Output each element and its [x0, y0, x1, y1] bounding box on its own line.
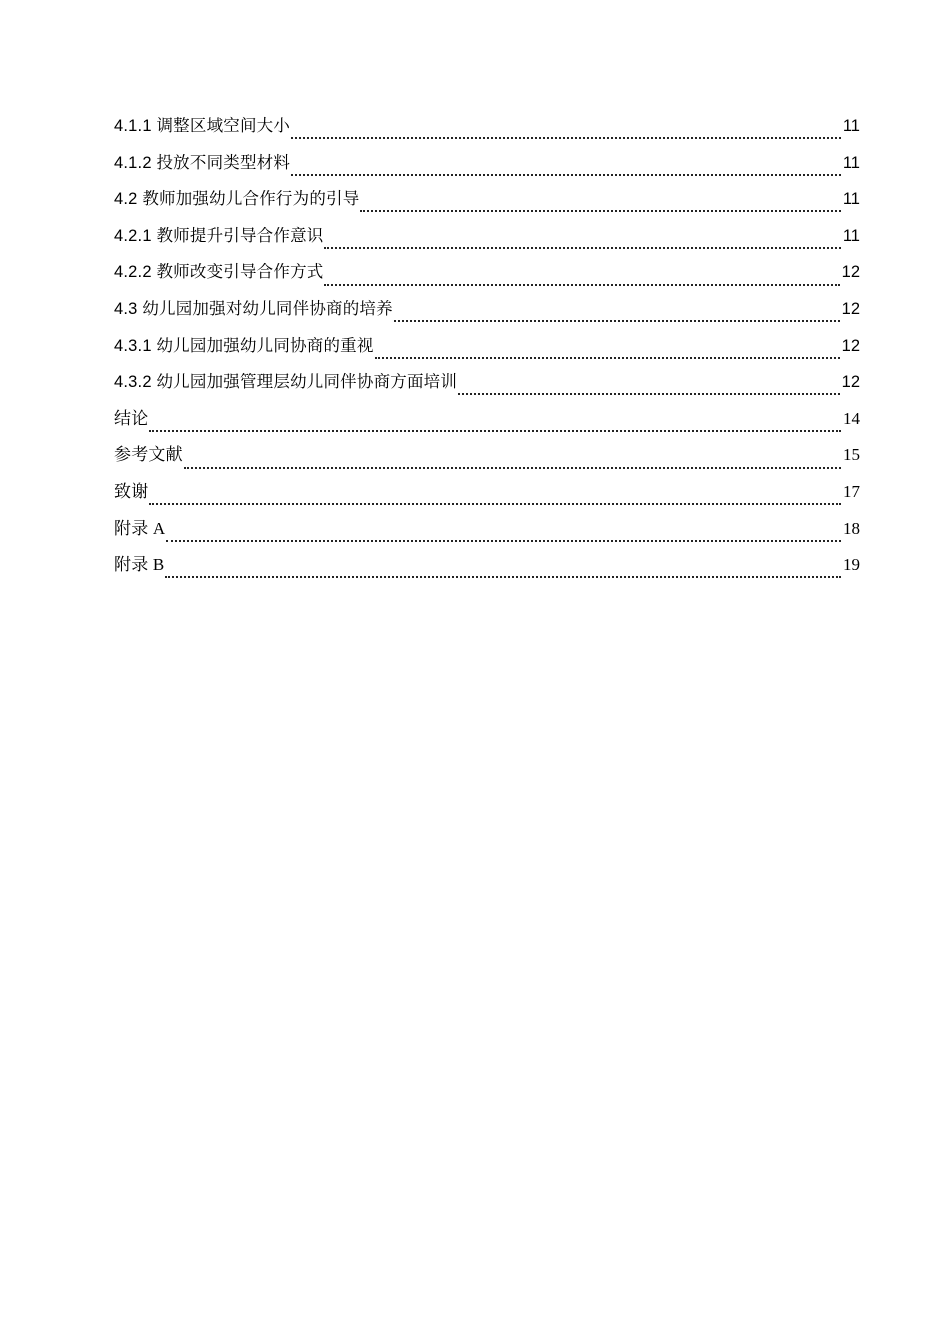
dot-leader	[184, 463, 841, 469]
toc-entry-title: 4.1.2 投放不同类型材料	[114, 153, 291, 172]
toc-entry-title: 附录 B	[114, 555, 165, 575]
toc-entry-page-number: 14	[843, 408, 860, 428]
toc-entry-appendix-b[interactable]	[114, 553, 860, 590]
toc-entry-page-number: 12	[841, 299, 860, 318]
dot-leader	[360, 206, 840, 212]
toc-entry-page-number: 17	[843, 481, 860, 501]
dot-leader	[394, 316, 840, 322]
dot-leader	[324, 243, 840, 249]
dot-leader	[149, 426, 841, 432]
toc-entry-acknowledgements[interactable]	[114, 480, 860, 517]
toc-entry-title: 4.2.1 教师提升引导合作意识	[114, 226, 324, 245]
toc-entry-title: 4.3.1 幼儿园加强幼儿同协商的重视	[114, 336, 374, 355]
table-of-contents	[114, 114, 860, 590]
toc-entry-page-number: 12	[841, 263, 860, 282]
toc-entry-4-3-1[interactable]	[114, 334, 860, 371]
dot-leader	[165, 572, 841, 578]
toc-entry-page-number: 11	[842, 153, 860, 172]
toc-entry-page-number: 18	[843, 518, 860, 538]
toc-entry-title: 附录 A	[114, 518, 166, 538]
toc-entry-title: 4.2 教师加强幼儿合作行为的引导	[114, 190, 360, 209]
toc-entry-title: 4.1.1 调整区域空间大小	[114, 117, 291, 135]
dot-leader	[458, 389, 840, 395]
toc-entry-page-number: 19	[843, 555, 860, 575]
toc-entry-page-number: 11	[842, 117, 860, 135]
dot-leader	[375, 353, 840, 359]
toc-entry-references[interactable]	[114, 443, 860, 480]
toc-entry-title: 4.3.2 幼儿园加强管理层幼儿同伴协商方面培训	[114, 373, 458, 392]
toc-entry-4-1-2[interactable]	[114, 151, 860, 188]
toc-entry-page-number: 15	[843, 445, 860, 465]
dot-leader	[291, 133, 841, 139]
toc-entry-title: 4.2.2 教师改变引导合作方式	[114, 263, 324, 282]
toc-entry-page-number: 12	[841, 336, 860, 355]
toc-entry-4-1-1[interactable]	[114, 114, 860, 151]
toc-entry-page-number: 11	[842, 226, 860, 245]
toc-entry-title: 结论	[114, 408, 149, 428]
dot-leader	[291, 170, 841, 176]
toc-entry-4-3-2[interactable]	[114, 370, 860, 407]
toc-entry-4-3[interactable]	[114, 297, 860, 334]
toc-entry-4-2-2[interactable]	[114, 260, 860, 297]
toc-entry-page-number: 12	[841, 373, 860, 392]
toc-entry-appendix-a[interactable]	[114, 517, 860, 554]
dot-leader	[324, 280, 839, 286]
dot-leader	[149, 499, 841, 505]
toc-entry-title: 4.3 幼儿园加强对幼儿同伴协商的培养	[114, 299, 393, 318]
toc-entry-conclusion[interactable]	[114, 407, 860, 444]
toc-entry-page-number: 11	[842, 190, 860, 209]
toc-entry-4-2-1[interactable]	[114, 224, 860, 261]
toc-entry-title: 参考文献	[114, 445, 183, 465]
dot-leader	[166, 536, 841, 542]
toc-entry-4-2[interactable]	[114, 187, 860, 224]
toc-entry-title: 致谢	[114, 481, 149, 501]
